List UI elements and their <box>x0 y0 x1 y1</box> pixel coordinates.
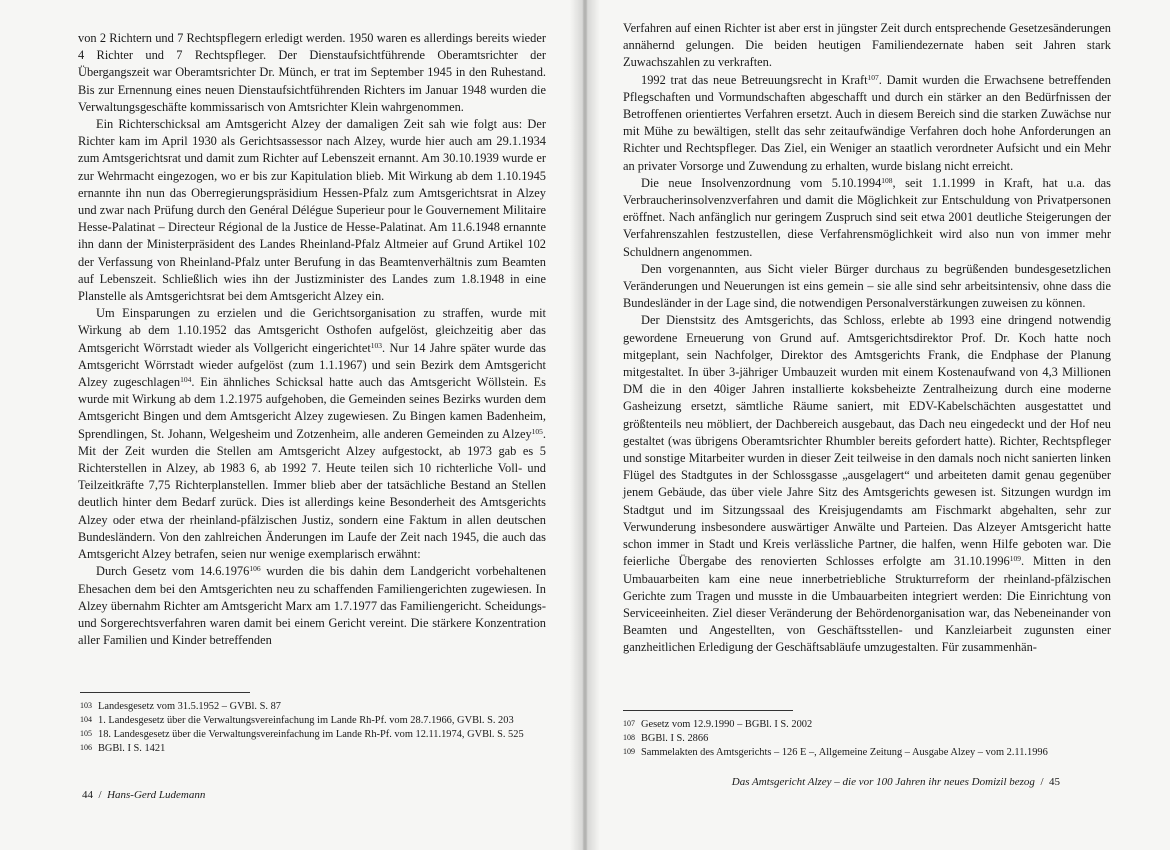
footnote: 104 1. Landesgesetz über die Verwaltungsvereinfachung im Lande Rh-Pf. vom 28.7.1966, GVBl. S. 203 <box>80 715 514 726</box>
footnote-ref: 106 <box>249 564 261 574</box>
right-body-text <box>623 20 1111 657</box>
left-folio: 44 / Hans-Gerd Ludemann <box>82 789 206 801</box>
left-body-text <box>78 30 546 649</box>
paragraph: Ein Richterschicksal am Amtsgericht Alzey der damaligen Zeit sah wie folgt aus: Der Richter kam im April 1930 als Gerichtsassessor nach Alzey, wurde hier auch am 29.1.1934 zum Amtsgerichtsrat und damit zum Richter auf Lebenszeit ernannt. Am 30.10.1939 wurde er zur Wehrmacht eingezogen, wo er bis zur Kapitulation blieb. Mit Wirkung ab dem 1.10.1945 ernannte ihn nun das Oberregierungspräsidium Hessen-Pfalz zum Amtsgerichtsrat in Alzey und zwar nach Prüfung durch den Genéral Délégue Superieur pour le Gouvernement Militaire Hesse-Palatinat – Directeur Régional de la Justice de Hesse-Palatinat. Am 11.6.1948 ernannte ihn dann der Ministerpräsident des Landes Rheinland-Pfalz Altmeier auf Grund Artikel 102 der Verfassung von Rheinland-Pfalz unter Berufung in das Beamtenverhältnis zum Beamten auf Lebenszeit. Schließlich wies ihn der Justizminister des Landes zum 1.8.1948 in eine Planstelle als Amtsgerichtsrat bei dem Amtsgericht Alzey ein. <box>78 117 546 304</box>
author-name: Hans-Gerd Ludemann <box>107 789 206 801</box>
paragraph: Den vorgenannten, aus Sicht vieler Bürger durchaus zu begrüßenden bundesgesetzlichen Veränderungen und Neuerungen ist eins gemein – sie alle sind sehr arbeitsintensiv, ohne dass die Bundesländer in der Lage sind, die notwendigen Personalverstärkungen zuweisen zu können. <box>623 261 1111 311</box>
footnote-rule <box>80 692 250 693</box>
footnote: 109 Sammelakten des Amtsgerichts – 126 E –, Allgemeine Zeitung – Ausgabe Alzey – vom 2.11.1996 <box>623 747 1048 758</box>
paragraph: Durch Gesetz vom 14.6.1976$^{106}$ wurden die bis dahin dem Landgericht vorbehaltenen Ehesachen dem bei den Amtsgerichten neu zu schaffenden Familiengerichten zugewiesen. In Alzey übernahm Richter am Amtsgericht Marx am 1.7.1977 das Familiengericht. Scheidungs- und Sorgerechtsverfahren waren damit bei einem Gericht vereint. Die stärkere Konzentration aller Familien und Kinder betreffenden <box>78 564 547 648</box>
paragraph: Um Einsparungen zu erzielen und die Gerichtsorganisation zu straffen, wurde mit Wirkung ab dem 1.10.1952 das Amtsgericht Osthofen aufgelöst, gleichzeitig aber das Amtsgericht Wörrstadt wieder als Vollgericht eingerichtet$^{103}$. Nur 14 Jahre später wurde das Amtsgericht Wörrstadt wieder aufgelöst (zum 1.1.1967) und sein Bezirk dem Amtsgericht Alzey zugeschlagen$^{104}$. Ein ähnliches Schicksal hatte auch das Amtsgericht Wöllstein. Es wurde mit Wirkung ab dem 1.2.1975 aufgehoben, die Gemeinden seines Bezirks wurden dem Amtsgericht Bingen und dem Amtsgericht Alzey zugewiesen. Zu Bingen kamen Badenheim, Sprendlingen, St. Johann, Welgesheim und Zotzenheim, alle anderen Gemeinden zu Alzey$^{105}$. Mit der Zeit wurden die Stellen am Amtsgericht Alzey aufgestockt, ab 1973 gab es 5 Richterstellen in Alzey, ab 1983 6, ab 1992 7. Heute teilen sich 10 richterliche Voll- und Teilzeitkräfte 7,75 Richterplanstellen. Immer blieb aber der tatsächliche Bestand an Stellen deutlich hinter dem Bedarf zurück. Dies ist allerdings keine Besonderheit des Amtsgerichts Alzey oder etwa der rheinland-pfälzischen Justiz, sondern eine Faktum in allen deutschen Bundesländern. Von den zahlreichen Änderungen im Laufe der Zeit nach 1945, die auch das Amtsgericht Alzey betrafen, seien nur wenige exemplarisch erwähnt: <box>78 306 546 562</box>
footnote-ref: 104 <box>180 375 192 385</box>
paragraph: Die neue Insolvenzordnung vom 5.10.1994$^{108}$, seit 1.1.1999 in Kraft, hat u.a. das Verbraucherinsolvenzverfahren und damit die Möglichkeit zur Entschuldung von Privatpersonen eröffnet. Nach anfänglich nur geringem Zuspruch sind seit etwa 2001 deutliche Steigerungen der Verfahrenszahlen festzustellen, diese Verfahrensmöglichkeit wird also nun von immer mehr Schuldnern angenommen. <box>623 175 1112 259</box>
right-folio: Das Amtsgericht Alzey – die vor 100 Jahren ihr neues Domizil bezog / 45 <box>731 776 1060 788</box>
footnote: 107 Gesetz vom 12.9.1990 – BGBl. I S. 2002 <box>623 719 813 730</box>
paragraph: von 2 Richtern und 7 Rechtspflegern erledigt werden. 1950 waren es allerdings bereits wieder 4 Richter und 7 Rechtspfleger. Der Dienstaufsichtführende Oberamtsrichter der Übergangszeit war Oberamtsrichter Dr. Münch, er trat im September 1945 in den Ruhestand. Bis zur Ernennung eines neuen Dienstaufsichtführenden Richters im Januar 1948 wurden die Verwaltungsgeschäfte kommissarisch von Amtsrichter Klein wahrgenommen. <box>78 31 546 114</box>
footnote-ref: 107 <box>867 72 879 82</box>
right-page <box>587 0 1170 850</box>
footnote-ref: 109 <box>1009 554 1021 564</box>
footnote: 105 18. Landesgesetz über die Verwaltungsvereinfachung im Lande Rh-Pf. vom 12.11.1974, GVBl. S. 525 <box>80 729 524 740</box>
paragraph: Verfahren auf einen Richter ist aber erst in jüngster Zeit durch entsprechende Gesetzesänderungen annähernd gelungen. Die beiden heutigen Familiendezernate haben seit Jahren stark Zuwachszahlen zu verkraften. <box>623 21 1111 70</box>
page-number: 45 <box>1049 776 1060 788</box>
paragraph: Der Dienstsitz des Amtsgerichts, das Schloss, erlebte ab 1993 eine dringend notwendig gewordene Erneuerung von Grund auf. Amtsgerichtsdirektor Prof. Dr. Koch hatte noch mitgeplant, sein Nachfolger, Direktor des Amtsgerichts Frank, die Endphase der Planung mitgestaltet. In über 3-jähriger Umbauzeit wurden mit einem Kostenaufwand von 4,3 Millionen DM die in den 40iger Jahren installierte koksbeheizte Zentralheizung durch eine moderne Gasheizung ersetzt, sämtliche Räume saniert, mit EDV-Kabelschächten ausgestattet und größtenteils neu möbliert, der Dachbereich ausgebaut, das Dach neu eingedeckt und der Hof neu gestaltet (was übrigens Oberamtsrichter Rhumbler bereits gefordert hatte). Richter, Rechtspfleger und sonstige Mitarbeiter wurden in dieser Zeit teilweise in den damals noch nicht sanierten linken Flügel des Stadtgutes in der Schlossgasse „ausgelagert“ und arbeiteten damit genau gegenüber jenem Gebäude, das über viele Jahre Sitz des Amtsgerichts gewesen ist. Sitzungen wurdgn im Stadtgut und im Sitzungssaal des Kreisjugendamts am Fischmarkt abgehalten, sehr zur Verwunderung insbesondere auswärtiger Anwälte und Parteien. Das Alzeyer Amtsgericht hatte schon immer in Stadt und Kreis verlässliche Partner, die halfen, wenn Hilfe geboten war. Die feierliche Übergabe des renovierten Schlosses erfolgte am 31.10.1996$^{109}$. Mitten in den Umbauarbeiten kam eine neue innerbetriebliche Strukturreform der rheinland-pfälzischen Gerichte zum Tragen und musste in die Umbauarbeiten integriert werden: Die Einrichtung von Serviceeinheiten. Ziel dieser Veränderung der Behördenorganisation war, das Nebeneinander von Beamten und Angestellten, von Geschäftsstellen- und Kanzleiarbeit zugunsten einer ganzheitlichen Erledigung der Geschäftsabläufe umzugestalten. Für zusammenhän- <box>623 313 1111 655</box>
running-title: Das Amtsgericht Alzey – die vor 100 Jahren ihr neues Domizil bezog <box>731 776 1035 788</box>
paragraph: 1992 trat das neue Betreuungsrecht in Kraft$^{107}$. Damit wurden die Erwachsene betreffenden Pflegschaften und Vormundschaften abgeschafft und durch ein stärker an den Bedürfnissen der Betroffenen orientiertes Verfahren ersetzt. Auch in diesem Bereich sind die starken Zuwächse nur mit Mühe zu bewältigen, stellt das sehr zeitaufwändige Verfahren doch hohe Anforderungen an Richter und Rechtspfleger. Das Ziel, ein Weniger an staatlich verordneter Aufsicht und ein Mehr an privater Vorsorge und Zuwendung zu erhalten, wurde bislang nicht erreicht. <box>623 72 1111 173</box>
footnote: 108 BGBl. I S. 2866 <box>623 733 709 744</box>
footnote: 103 Landesgesetz vom 31.5.1952 – GVBl. S. 87 <box>80 701 281 712</box>
right-footnotes <box>623 718 1113 760</box>
page-number: 44 <box>82 789 93 801</box>
footnote-ref: 103 <box>370 340 383 350</box>
left-footnotes <box>80 700 548 756</box>
footnote: 106 BGBl. I S. 1421 <box>80 743 166 754</box>
left-page <box>0 0 583 850</box>
footnote-rule <box>623 710 793 711</box>
footnote-ref: 108 <box>881 175 893 185</box>
footnote-ref: 105 <box>531 426 543 436</box>
